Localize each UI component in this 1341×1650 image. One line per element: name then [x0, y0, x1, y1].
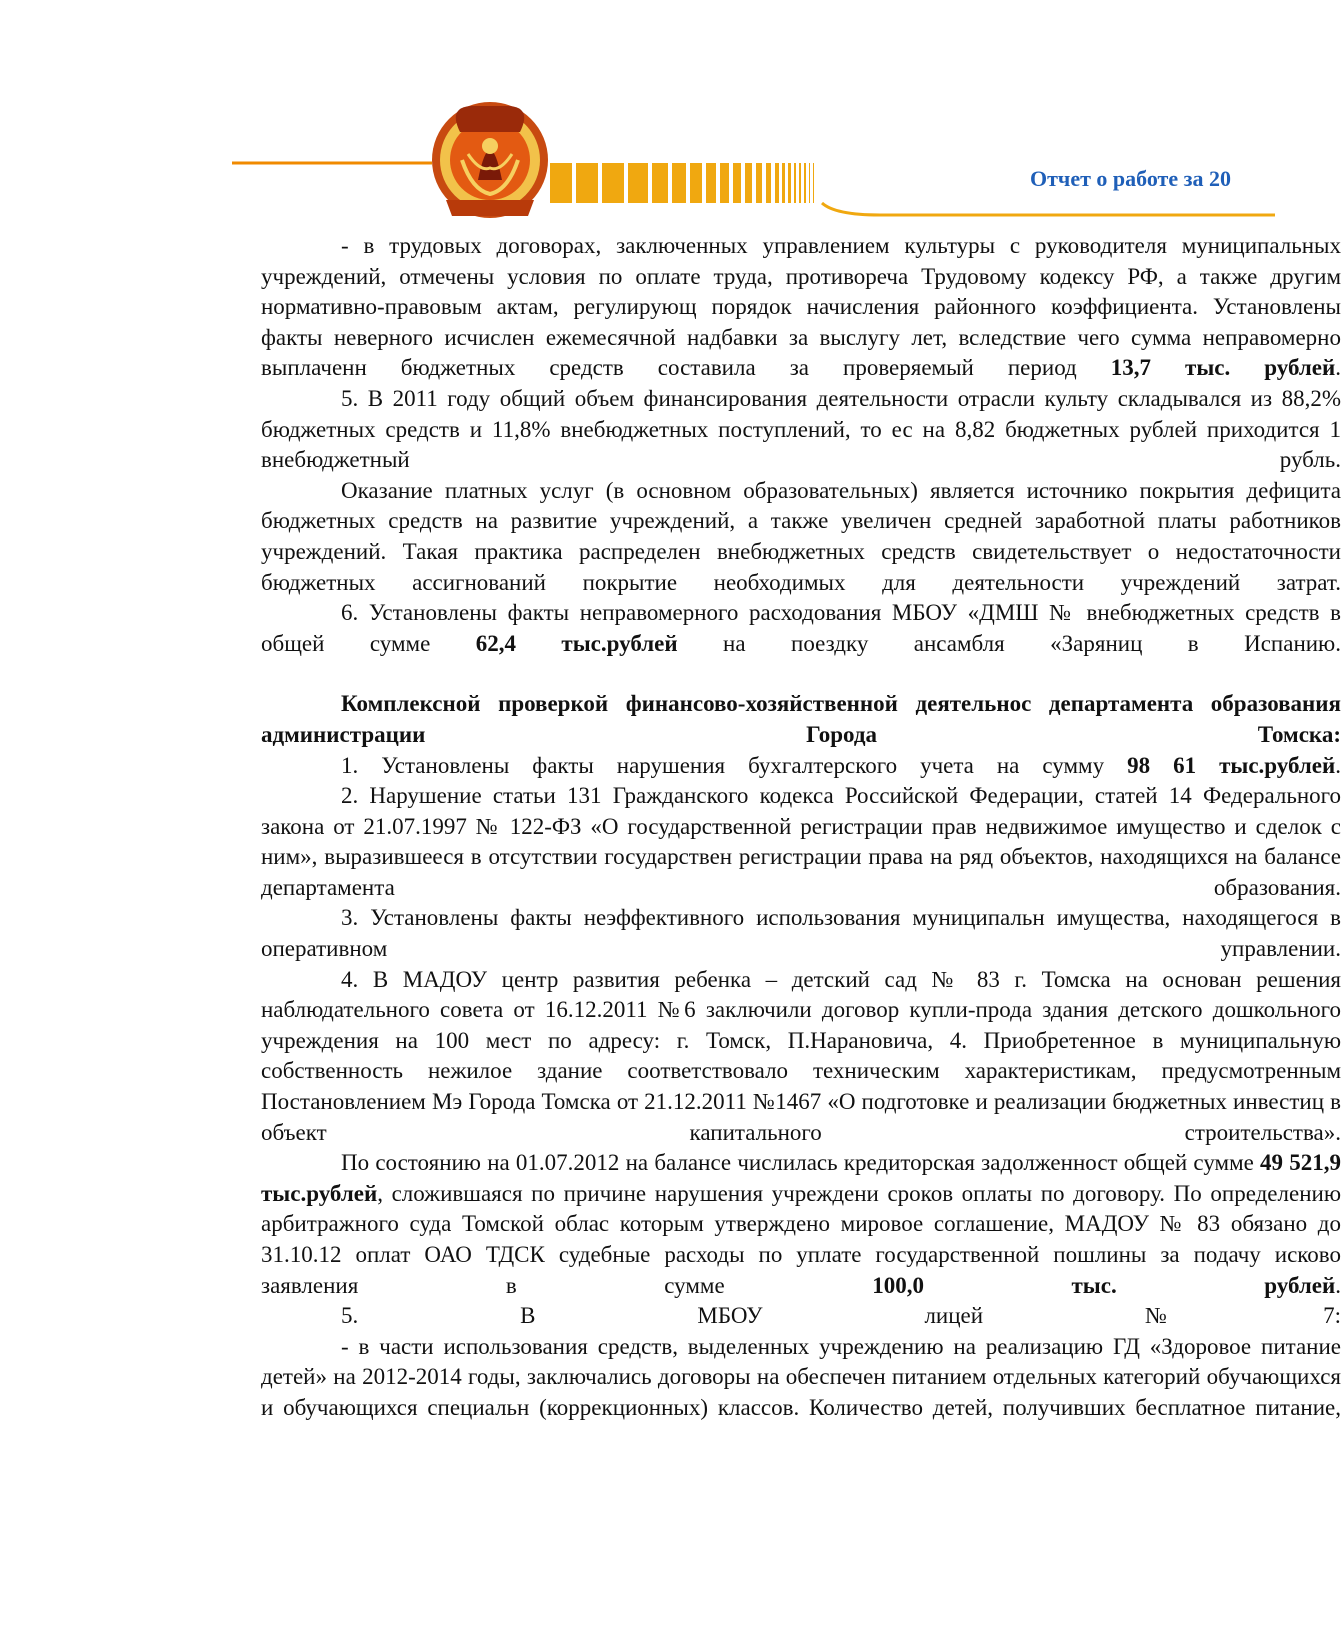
bold-text: Комплексной проверкой финансово-хозяйственной деятельнос департамента образования администрации Города Томска:: [261, 691, 1341, 747]
paragraph: [261, 598, 1341, 659]
paragraph-gap: [261, 659, 1341, 689]
paragraph: [261, 384, 1341, 476]
bold-text: 98 61: [1127, 752, 1197, 778]
paragraph: [261, 903, 1341, 964]
text-run: 5. В МБОУ лицей №7:: [341, 1303, 1341, 1329]
paragraph: [261, 781, 1341, 903]
paragraph: [261, 965, 1341, 1149]
text-run: 4. В МАДОУ центр развития ребенка – детский сад № 83 г. Томска на основан решения наблюдательного совета от 16.12.2011 №6 заключили договор купли-прода здания детского дошкольного учреждения на 100 мест по адресу: г. Томск, П.Нарановича, 4. Приобретенное в муниципальную собственность нежилое здание соответствовало техническим характеристикам, предусмотренным Постановлением Мэ Города Томска от 21.12.2011 №1467 «О подготовке и реализации бюджетных инвестиц в объект капитального строительства».: [261, 966, 1341, 1145]
text-run: 2. Нарушение статьи 131 Гражданского кодекса Российской Федерации, статей 14 Федерального закона от 21.07.1997 № 122-ФЗ «О государственной регистрации прав недвижимое имущество и сделок с ним», выразившееся в отсутствии государствен регистрации права на ряд объектов, находящихся на балансе департамента образования.: [261, 783, 1341, 900]
text-run: 3. Установлены факты неэффективного использования муниципальн имущества, находящегося в оперативном управлении.: [261, 905, 1341, 962]
text-run: , сложившаяся по причине нарушения учреждени сроков оплаты по договору. По определению арбитражного суда Томской облас которым утверждено мировое соглашение, МАДОУ № 83 обязано до 31.10.12 оплат ОАО ТДСК судебные расходы по уплате государственной пошлины за подачу исково заявления в сумме: [261, 1180, 1341, 1298]
paragraph: [261, 751, 1341, 782]
text-run: [1196, 753, 1219, 778]
paragraph: [261, 1148, 1341, 1301]
text-run: 5. В 2011 году общий объем финансирования деятельности отрасли культу складывался из 88,2% бюджетных средств и 11,8% внебюджетных поступлений, то ес на 8,82 бюджетных рублей приходится 1 внебюджетный рубль.: [261, 385, 1341, 473]
bold-text: 13,7 тыс. рублей: [1110, 355, 1336, 381]
text-run: на поездку ансамбля «Заряниц в Испанию.: [677, 630, 1341, 656]
text-run: 1. Установлены факты нарушения бухгалтерского учета на сумму: [341, 752, 1128, 778]
text-run: - в трудовых договорах, заключенных управлением культуры с руководителя муниципальных учреждений, отмечены условия по оплате труда, противореча Трудовому кодексу РФ, а также другим нормативно-правовым актам, регулирующ порядок начисления районного коэффициента. Установлены факты неверного исчислен ежемесячной надбавки за выслугу лет, вследствие чего сумма неправомерно выплаченн бюджетных средств составила за проверяемый период: [261, 233, 1341, 381]
document-body: [261, 231, 1341, 1424]
bold-text: 100,0 тыс. рублей: [872, 1272, 1336, 1298]
bold-text: тыс.рублей: [1219, 752, 1336, 778]
report-title: Отчет о работе за 20: [1030, 166, 1231, 191]
paragraph: [261, 476, 1341, 598]
text-run: 6. Установлены факты неправомерного расходования МБОУ «ДМШ № внебюджетных средств в общей сумме: [261, 600, 1341, 656]
bold-text: 62,4 тыс.рублей: [475, 630, 678, 656]
text-run: - в части использования средств, выделенных учреждению на реализацию ГД «Здоровое питание детей» на 2012-2014 годы, заключались договоры на обеспечен питанием отдельных категорий обучающихся и обучающихся специальн (коррекционных) классов. Количество детей, получивших бесплатное питание,: [261, 1333, 1341, 1420]
paragraph: [261, 231, 1341, 384]
paragraph: [261, 1301, 1341, 1332]
paragraph: [261, 1332, 1341, 1424]
paragraph: [261, 689, 1341, 750]
text-run: .: [1335, 355, 1341, 381]
bold-text: 49 521,9 тыс.рублей: [261, 1150, 1341, 1206]
text-run: .: [1335, 752, 1341, 778]
text-run: Оказание платных услуг (в основном образовательных) является источнико покрытия дефицита бюджетных средств на развитие учреждений, а также увеличен средней заработной платы работников учреждений. Такая практика распределен внебюджетных средств свидетельствует о недостаточности бюджетных ассигнований покрытие необходимых для деятельности учреждений затрат.: [261, 477, 1341, 595]
text-run: .: [1335, 1272, 1341, 1298]
text-run: По состоянию на 01.07.2012 на балансе числилась кредиторская задолженност общей сумме: [341, 1150, 1261, 1176]
